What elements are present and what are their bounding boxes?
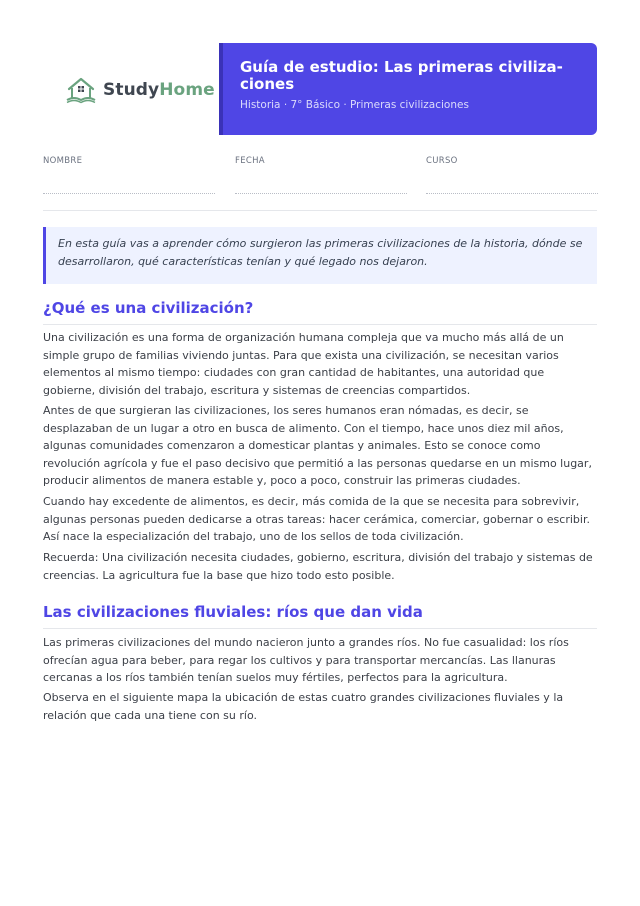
name-field-label: NOMBRE (43, 156, 83, 166)
remember-note: Recuerda: Una civilización necesita ciudades, gobierno, escritura, división del trabajo y sistemas de creencias. La agricultura fue la base que hizo todo esto posible. (43, 551, 593, 582)
intro-callout: En esta guía vas a aprender cómo surgieron las primeras civilizaciones de la historia, dónde se desarrollaron, qué características tenían y qué legado nos dejaron. (43, 227, 597, 284)
date-field-label: FECHA (235, 156, 265, 166)
section-heading-civilization: ¿Qué es una civilización? (43, 299, 597, 325)
logo-wordmark (103, 79, 215, 100)
student-info-fields (43, 156, 597, 211)
guide-subtitle: Historia · 7° Básico · Primeras civilizaciones (240, 99, 469, 111)
course-field[interactable] (426, 156, 598, 166)
date-field-line[interactable] (235, 193, 407, 194)
logo-home-text: Home (159, 79, 215, 100)
course-field-label: CURSO (426, 156, 458, 166)
paragraph: Cuando hay excedente de alimentos, es decir, más comida de la que se necesita para sobrevivir, algunas personas pueden dedicarse a otras tareas: hacer cerámica, comerciar, gobernar o escribir. Así nace la especialización del trabajo, uno de los sellos de toda civilización. (43, 495, 590, 543)
paragraph: Una civilización es una forma de organización humana compleja que va mucho más allá de un simple grupo de familias viviendo juntas. Para que exista una civilización, se necesitan varios elementos al mismo tiempo: ciudades con gran cantidad de habitantes, una autoridad que gobierne, división del trabajo, escritura y sistemas de creencias compartidos. (43, 331, 564, 397)
paragraph: Las primeras civilizaciones del mundo nacieron junto a grandes ríos. No fue casualidad: los ríos ofrecían agua para beber, para regar los cultivos y para transportar mercancías. Las llanuras cercanas a los ríos también tenían suelos muy fértiles, perfectos para la agricultura. (43, 636, 569, 684)
paragraph: Observa en el siguiente mapa la ubicación de estas cuatro grandes civilizaciones fluviales y la relación que cada una tiene con su río. (43, 691, 564, 722)
section-heading-river-civilizations: Las civilizaciones fluviales: ríos que dan vida (43, 603, 597, 629)
course-field-line[interactable] (426, 193, 598, 194)
paragraph: Antes de que surgieran las civilizaciones, los seres humanos eran nómadas, es decir, se desplazaban de un lugar a otro en busca de alimento. Con el tiempo, hace unos diez mil años, algunas comunidades comenzaron a domesticar plantas y animales. Esto se conoce como revolución agrícola y fue el paso decisivo que permitió a las personas quedarse en un mismo lugar, producir alimentos de manera estable y, poco a poco, construir las primeras ciudades. (43, 404, 592, 487)
title-banner (219, 43, 597, 135)
studyhome-logo (65, 76, 215, 104)
name-field-line[interactable] (43, 193, 215, 194)
name-field[interactable] (43, 156, 215, 166)
logo-study-text: Study (103, 79, 160, 100)
date-field[interactable] (235, 156, 407, 166)
guide-title: Guía de estudio: Las primeras civiliza-ciones (240, 58, 563, 93)
house-book-icon (65, 76, 97, 104)
